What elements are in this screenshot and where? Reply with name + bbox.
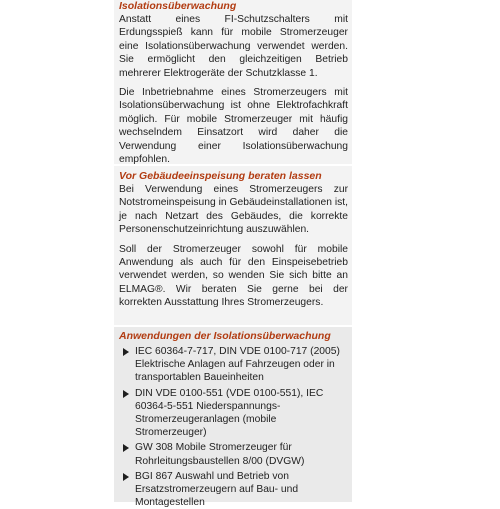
- list-item-text: BGI 867 Auswahl und Betrieb von Ersatzstromerzeugern auf Bau- und Montagestellen: [135, 470, 299, 509]
- list-item: [119, 345, 348, 385]
- paragraph: Die Inbetriebnahme eines Stromerzeugers mit Isolationsüberwachung ist ohne Elektrofachkraft möglich. Für mobile Stromerzeuger mit häufig wechselndem Einsatzort wird daher die Verwendung einer Isolationsüberwachung empfohlen.: [119, 87, 348, 166]
- section-building-feed-advice: [114, 166, 352, 325]
- section-heading: Anwendungen der Isolationsüberwachung: [119, 330, 331, 342]
- triangle-bullet-icon: [123, 444, 129, 452]
- section-heading: Vor Gebäudeeinspeisung beraten lassen: [119, 170, 322, 182]
- section-isolation-monitoring: [114, 0, 352, 164]
- section-applications: [114, 327, 352, 509]
- list-item-text: IEC 60364-7-717, DIN VDE 0100-717 (2005) Elektrische Anlagen auf Fahrzeugen oder in transportablen Baueinheiten: [135, 346, 340, 384]
- list-item-text: GW 308 Mobile Stromerzeuger für Rohrleitungsbaustellen 8/00 (DVGW): [135, 442, 305, 467]
- info-panel: [114, 0, 352, 509]
- triangle-bullet-icon: [123, 473, 129, 481]
- paragraph: Bei Verwendung eines Stromerzeugers zur Notstromeinspeisung in Gebäudeinstallationen ist, je nach Netzart des Gebäudes, die korrekte Personenschutzeinrichtung auszuwählen.: [119, 184, 348, 236]
- list-item: [119, 470, 348, 509]
- triangle-bullet-icon: [123, 348, 129, 356]
- list-item: [119, 387, 348, 440]
- triangle-bullet-icon: [123, 390, 129, 398]
- section-heading: Isolationsüberwachung: [119, 0, 237, 12]
- list-item-text: DIN VDE 0100-551 (VDE 0100-551), IEC 60364-5-551 Niederspannungs-Stromerzeugeranlagen (mobile Stromerzeuger): [135, 387, 324, 439]
- paragraph: Soll der Stromerzeuger sowohl für mobile Anwendung als auch für den Einspeisebetrieb verwendet werden, so wenden Sie sich bitte an ELMAG®. Wir beraten Sie gerne bei der korrekten Ausstattung Ihres Stromerzeugers.: [119, 243, 348, 309]
- paragraph: Anstatt eines FI-Schutzschalters mit Erdungsspieß kann für mobile Stromerzeuger eine Isolationsüberwachung verwendet werden. Sie ermöglicht den gleichzeitigen Betrieb mehrerer Elektrogeräte der Schutzklasse 1.: [119, 14, 348, 79]
- list-item: [119, 441, 348, 467]
- standards-list: [119, 345, 348, 509]
